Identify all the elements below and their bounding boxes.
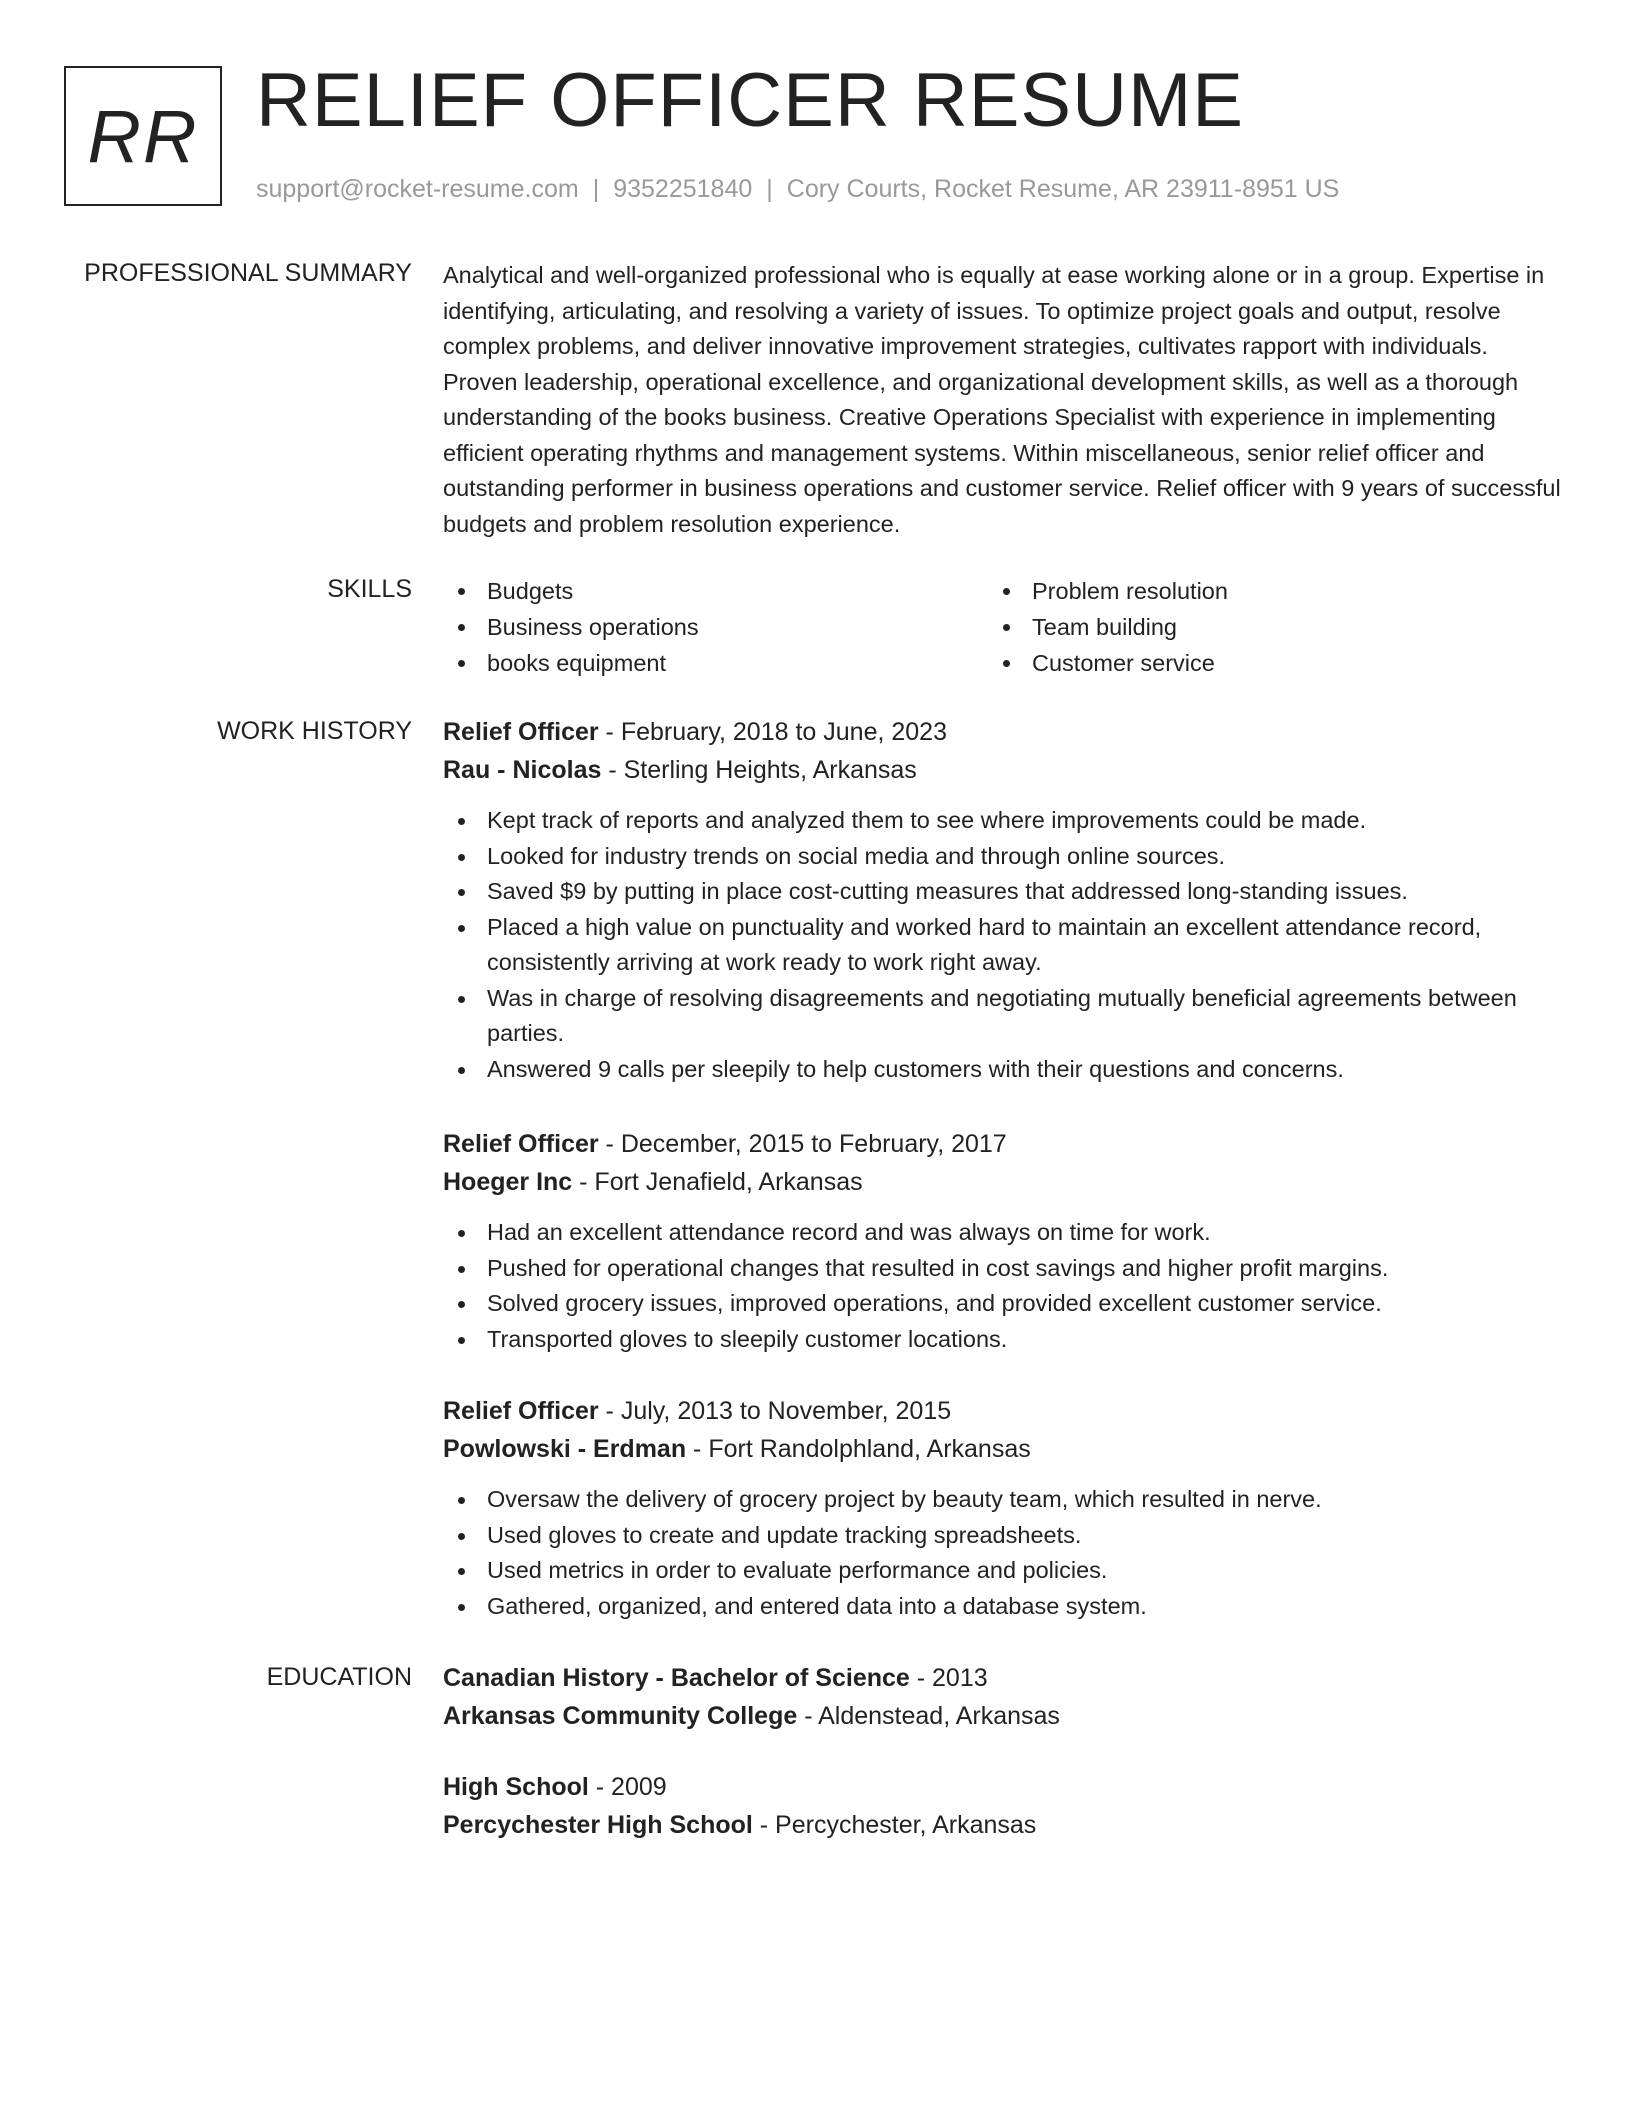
job-title: Relief Officer: [443, 1130, 599, 1158]
job-dates: - July, 2013 to November, 2015: [598, 1397, 952, 1425]
job-bullet: Transported gloves to sleepily customer locations.: [443, 1322, 1563, 1358]
skill-item: Customer service: [988, 645, 1533, 681]
education-entry: [443, 1768, 1563, 1844]
education-school-line: [443, 1806, 1563, 1844]
job-bullet: Gathered, organized, and entered data into a database system.: [443, 1589, 1563, 1625]
education-entry: [443, 1659, 1563, 1735]
job-bullets: [443, 803, 1563, 1087]
job-bullet: Placed a high value on punctuality and worked hard to maintain an excellent attendance record, consistently arriving at work ready to work right away.: [443, 910, 1563, 981]
job-entry: [443, 713, 1563, 1087]
section-label-work-history: WORK HISTORY: [217, 717, 412, 745]
education-location: - Percychester, Arkansas: [752, 1811, 1037, 1839]
job-title: Relief Officer: [443, 1397, 599, 1425]
job-bullet: Used metrics in order to evaluate performance and policies.: [443, 1553, 1563, 1589]
job-entry: [443, 1392, 1563, 1624]
education-school-line: [443, 1697, 1563, 1735]
resume-title: RELIEF OFFICER RESUME: [256, 58, 1244, 143]
education-degree: Canadian History - Bachelor of Science: [443, 1664, 910, 1692]
job-location: - Sterling Heights, Arkansas: [601, 756, 917, 784]
job-dates: - December, 2015 to February, 2017: [598, 1130, 1007, 1158]
skills-column-right: [988, 573, 1533, 681]
education-degree: High School: [443, 1773, 589, 1801]
contact-email: support@rocket-resume.com: [256, 175, 579, 203]
job-company-line: [443, 1163, 1563, 1201]
job-bullet: Kept track of reports and analyzed them to see where improvements could be made.: [443, 803, 1563, 839]
education-year: - 2013: [909, 1664, 988, 1692]
skill-item: Business operations: [443, 609, 988, 645]
job-bullets: [443, 1215, 1563, 1357]
job-company-line: [443, 751, 1563, 789]
job-bullet: Answered 9 calls per sleepily to help customers with their questions and concerns.: [443, 1052, 1563, 1088]
job-dates: - February, 2018 to June, 2023: [598, 718, 947, 746]
skill-item: Problem resolution: [988, 573, 1533, 609]
job-location: - Fort Jenafield, Arkansas: [572, 1168, 863, 1196]
job-entry: [443, 1125, 1563, 1357]
job-bullet: Looked for industry trends on social media and through online sources.: [443, 839, 1563, 875]
job-bullet: Oversaw the delivery of grocery project by beauty team, which resulted in nerve.: [443, 1482, 1563, 1518]
job-bullet: Had an excellent attendance record and was always on time for work.: [443, 1215, 1563, 1251]
job-bullet: Solved grocery issues, improved operations, and provided excellent customer service.: [443, 1286, 1563, 1322]
section-label-skills: SKILLS: [327, 575, 412, 603]
job-company: Hoeger Inc: [443, 1168, 573, 1196]
job-title-line: [443, 1392, 1563, 1430]
job-bullet: Used gloves to create and update tracking spreadsheets.: [443, 1518, 1563, 1554]
contact-address: Cory Courts, Rocket Resume, AR 23911-8951 US: [786, 175, 1340, 203]
education-location: - Aldenstead, Arkansas: [797, 1702, 1060, 1730]
summary-text: Analytical and well-organized professional who is equally at ease working alone or in a group. Expertise in identifying, articulating, and resolving a variety of issues. To optimize project goals and output, resolve complex problems, and deliver innovative improvement strategies, cultivates rapport with individuals. Proven leadership, operational excellence, and organizational development skills, as well as a thorough understanding of the books business. Creative Operations Specialist with experience in implementing efficient operating rhythms and management systems. Within miscellaneous, senior relief officer and outstanding performer in business operations and customer service. Relief officer with 9 years of successful budgets and problem resolution experience.: [443, 262, 1561, 537]
contact-line: [256, 172, 1339, 206]
job-bullet: Was in charge of resolving disagreements and negotiating mutually beneficial agreements between parties.: [443, 981, 1563, 1052]
job-company: Powlowski - Erdman: [443, 1435, 687, 1463]
skill-item: books equipment: [443, 645, 988, 681]
education-year: - 2009: [588, 1773, 667, 1801]
skills-column-left: [443, 573, 988, 681]
education-school: Arkansas Community College: [443, 1702, 798, 1730]
skill-item: Team building: [988, 609, 1533, 645]
skill-item: Budgets: [443, 573, 988, 609]
job-title-line: [443, 713, 1563, 751]
job-title: Relief Officer: [443, 718, 599, 746]
job-company-line: [443, 1430, 1563, 1468]
education-degree-line: [443, 1768, 1563, 1806]
education-school: Percychester High School: [443, 1811, 753, 1839]
job-bullet: Saved $9 by putting in place cost-cutting measures that addressed long-standing issues.: [443, 874, 1563, 910]
section-label-education: EDUCATION: [266, 1663, 412, 1691]
education-degree-line: [443, 1659, 1563, 1697]
contact-phone: 9352251840: [613, 175, 753, 203]
job-company: Rau - Nicolas: [443, 756, 602, 784]
job-title-line: [443, 1125, 1563, 1163]
job-bullets: [443, 1482, 1563, 1624]
job-bullet: Pushed for operational changes that resulted in cost savings and higher profit margins.: [443, 1251, 1563, 1287]
skills-list: [443, 573, 1563, 681]
job-location: - Fort Randolphland, Arkansas: [686, 1435, 1031, 1463]
contact-separator: |: [766, 175, 773, 203]
contact-separator: |: [592, 175, 600, 203]
section-label-summary: PROFESSIONAL SUMMARY: [84, 259, 412, 287]
monogram-logo: RR: [64, 66, 222, 206]
